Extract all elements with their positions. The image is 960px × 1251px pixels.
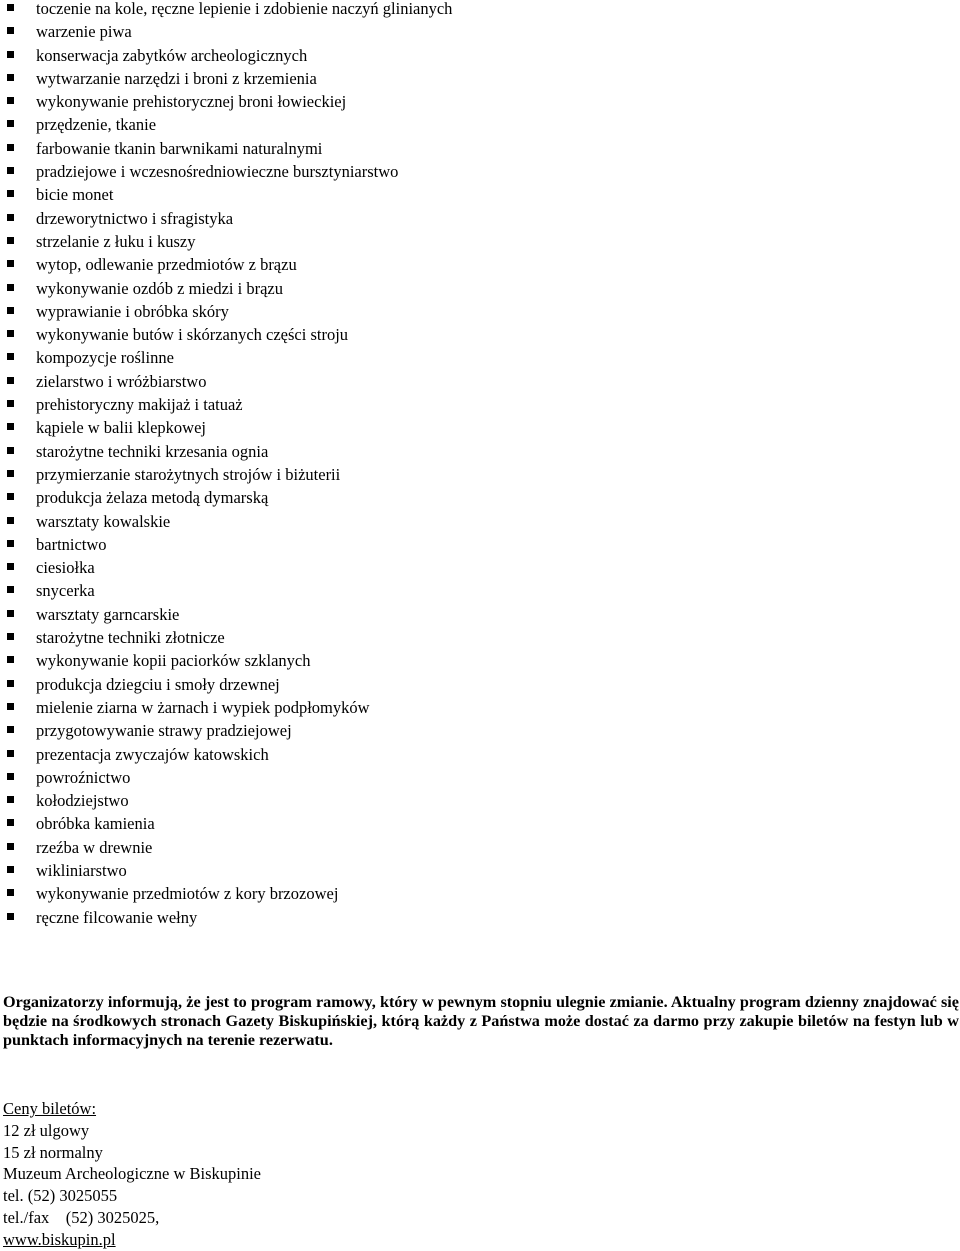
square-bullet-icon bbox=[7, 517, 14, 524]
activity-label: zielarstwo i wróżbiarstwo bbox=[36, 371, 207, 391]
square-bullet-icon bbox=[7, 656, 14, 663]
reduced-price: 12 zł ulgowy bbox=[3, 1120, 90, 1140]
activity-list-item bbox=[0, 326, 960, 349]
square-bullet-icon bbox=[7, 540, 14, 547]
activity-label: starożytne techniki złotnicze bbox=[36, 628, 225, 648]
activity-label: ręczne filcowanie wełny bbox=[36, 907, 198, 927]
activity-label: wykonywanie prehistorycznej broni łowieckiej bbox=[36, 92, 347, 112]
activity-list-item bbox=[0, 909, 960, 932]
activity-list-item bbox=[0, 396, 960, 419]
website-link[interactable]: www.biskupin.pl bbox=[3, 1229, 116, 1249]
square-bullet-icon bbox=[7, 610, 14, 617]
square-bullet-icon bbox=[7, 866, 14, 873]
square-bullet-icon bbox=[7, 144, 14, 151]
fax-number: tel./fax (52) 3025025, bbox=[3, 1207, 160, 1227]
square-bullet-icon bbox=[7, 633, 14, 640]
activity-list-item bbox=[0, 210, 960, 233]
activity-label: obróbka kamienia bbox=[36, 814, 155, 834]
activity-list-item bbox=[0, 116, 960, 139]
square-bullet-icon bbox=[7, 214, 14, 221]
activity-label: warsztaty kowalskie bbox=[36, 511, 171, 531]
activity-label: warzenie piwa bbox=[36, 22, 132, 42]
ticket-prices-section bbox=[3, 1098, 603, 1251]
activity-list-item bbox=[0, 186, 960, 209]
activity-label: wytop, odlewanie przedmiotów z brązu bbox=[36, 255, 297, 275]
activity-label: wykonywanie przedmiotów z kory brzozowej bbox=[36, 884, 339, 904]
activity-label: kompozycje roślinne bbox=[36, 348, 174, 368]
program-notice: Organizatorzy informują, że jest to program ramowy, który w pewnym stopniu ulegnie zmianie. Aktualny program dzienny znajdować się będzie na środkowych stronach Gazety Biskupińskiej, którą każdy z Państwa może dostać za darmo przy zakupie biletów na festyn lub w punktach informacyjnych na terenie rezerwatu. bbox=[3, 993, 959, 1049]
activity-label: wykonywanie butów i skórzanych części stroju bbox=[36, 325, 349, 345]
activity-list-item bbox=[0, 652, 960, 675]
activity-label: ciesiołka bbox=[36, 558, 95, 578]
square-bullet-icon bbox=[7, 190, 14, 197]
activity-label: wyprawianie i obróbka skóry bbox=[36, 301, 229, 321]
activity-label: starożytne techniki krzesania ognia bbox=[36, 441, 269, 461]
square-bullet-icon bbox=[7, 4, 14, 11]
activity-label: wytwarzanie narzędzi i broni z krzemienia bbox=[36, 68, 317, 88]
activity-label: wykonywanie kopii paciorków szklanych bbox=[36, 651, 311, 671]
activity-list-item bbox=[0, 373, 960, 396]
activity-label: prehistoryczny makijaż i tatuaż bbox=[36, 395, 243, 415]
activity-label: pradziejowe i wczesnośredniowieczne bursztyniarstwo bbox=[36, 162, 399, 182]
activity-label: prezentacja zwyczajów katowskich bbox=[36, 744, 269, 764]
activity-list-item bbox=[0, 629, 960, 652]
activity-label: warsztaty garncarskie bbox=[36, 604, 180, 624]
square-bullet-icon bbox=[7, 796, 14, 803]
activity-list-item bbox=[0, 559, 960, 582]
activity-list-item bbox=[0, 303, 960, 326]
square-bullet-icon bbox=[7, 400, 14, 407]
activity-list-item bbox=[0, 792, 960, 815]
activity-label: przygotowywanie strawy pradziejowej bbox=[36, 721, 292, 741]
activity-list-item bbox=[0, 23, 960, 46]
square-bullet-icon bbox=[7, 703, 14, 710]
square-bullet-icon bbox=[7, 51, 14, 58]
ticket-prices-heading: Ceny biletów: bbox=[3, 1099, 97, 1118]
activity-list-item bbox=[0, 256, 960, 279]
square-bullet-icon bbox=[7, 260, 14, 267]
activity-label: powroźnictwo bbox=[36, 767, 131, 787]
square-bullet-icon bbox=[7, 353, 14, 360]
square-bullet-icon bbox=[7, 330, 14, 337]
square-bullet-icon bbox=[7, 307, 14, 314]
activity-list-item bbox=[0, 606, 960, 629]
activity-list-item bbox=[0, 862, 960, 885]
square-bullet-icon bbox=[7, 470, 14, 477]
activity-list-item bbox=[0, 676, 960, 699]
activity-list-item bbox=[0, 513, 960, 536]
activity-label: snycerka bbox=[36, 581, 95, 601]
square-bullet-icon bbox=[7, 889, 14, 896]
activity-list-item bbox=[0, 885, 960, 908]
square-bullet-icon bbox=[7, 423, 14, 430]
square-bullet-icon bbox=[7, 74, 14, 81]
activity-list-item bbox=[0, 489, 960, 512]
activity-label: farbowanie tkanin barwnikami naturalnymi bbox=[36, 138, 323, 158]
square-bullet-icon bbox=[7, 377, 14, 384]
activity-list-item bbox=[0, 47, 960, 70]
square-bullet-icon bbox=[7, 493, 14, 500]
activity-list-item bbox=[0, 769, 960, 792]
square-bullet-icon bbox=[7, 284, 14, 291]
square-bullet-icon bbox=[7, 447, 14, 454]
activity-label: kołodziejstwo bbox=[36, 791, 129, 811]
activity-list-item bbox=[0, 0, 960, 23]
square-bullet-icon bbox=[7, 750, 14, 757]
activity-list-item bbox=[0, 839, 960, 862]
museum-name: Muzeum Archeologiczne w Biskupinie bbox=[3, 1164, 261, 1184]
activity-list-item bbox=[0, 280, 960, 303]
square-bullet-icon bbox=[7, 237, 14, 244]
activity-list-item bbox=[0, 582, 960, 605]
activity-list-item bbox=[0, 93, 960, 116]
activity-list-item bbox=[0, 466, 960, 489]
activity-label: wykonywanie ozdób z miedzi i brązu bbox=[36, 278, 283, 298]
activity-label: mielenie ziarna w żarnach i wypiek podpłomyków bbox=[36, 697, 370, 717]
square-bullet-icon bbox=[7, 97, 14, 104]
activity-list-item bbox=[0, 536, 960, 559]
activity-list-item bbox=[0, 699, 960, 722]
activity-list-item bbox=[0, 419, 960, 442]
square-bullet-icon bbox=[7, 680, 14, 687]
activity-list-item bbox=[0, 140, 960, 163]
square-bullet-icon bbox=[7, 913, 14, 920]
activity-label: przędzenie, tkanie bbox=[36, 115, 157, 135]
square-bullet-icon bbox=[7, 27, 14, 34]
activity-label: drzeworytnictwo i sfragistyka bbox=[36, 208, 234, 228]
activity-list-item bbox=[0, 815, 960, 838]
activity-label: konserwacja zabytków archeologicznych bbox=[36, 45, 308, 65]
activity-list-item bbox=[0, 163, 960, 186]
phone-number: tel. (52) 3025055 bbox=[3, 1186, 118, 1206]
activity-label: strzelanie z łuku i kuszy bbox=[36, 231, 196, 251]
normal-price: 15 zł normalny bbox=[3, 1142, 103, 1162]
activity-list-item bbox=[0, 70, 960, 93]
activity-label: przymierzanie starożytnych strojów i biżuterii bbox=[36, 464, 341, 484]
square-bullet-icon bbox=[7, 773, 14, 780]
activity-label: produkcja dziegciu i smoły drzewnej bbox=[36, 674, 280, 694]
activity-label: kąpiele w balii klepkowej bbox=[36, 418, 206, 438]
square-bullet-icon bbox=[7, 819, 14, 826]
activity-list-item bbox=[0, 349, 960, 372]
activity-label: produkcja żelaza metodą dymarską bbox=[36, 488, 269, 508]
activity-list-item bbox=[0, 233, 960, 256]
activity-list-item bbox=[0, 722, 960, 745]
square-bullet-icon bbox=[7, 120, 14, 127]
square-bullet-icon bbox=[7, 586, 14, 593]
activity-list-item bbox=[0, 746, 960, 769]
square-bullet-icon bbox=[7, 167, 14, 174]
activity-label: bicie monet bbox=[36, 185, 114, 205]
square-bullet-icon bbox=[7, 843, 14, 850]
activity-label: toczenie na kole, ręczne lepienie i zdobienie naczyń glinianych bbox=[36, 0, 453, 18]
activity-label: bartnictwo bbox=[36, 534, 107, 554]
activity-list-item bbox=[0, 443, 960, 466]
square-bullet-icon bbox=[7, 563, 14, 570]
activity-label: rzeźba w drewnie bbox=[36, 837, 153, 857]
activity-label: wikliniarstwo bbox=[36, 860, 127, 880]
square-bullet-icon bbox=[7, 726, 14, 733]
